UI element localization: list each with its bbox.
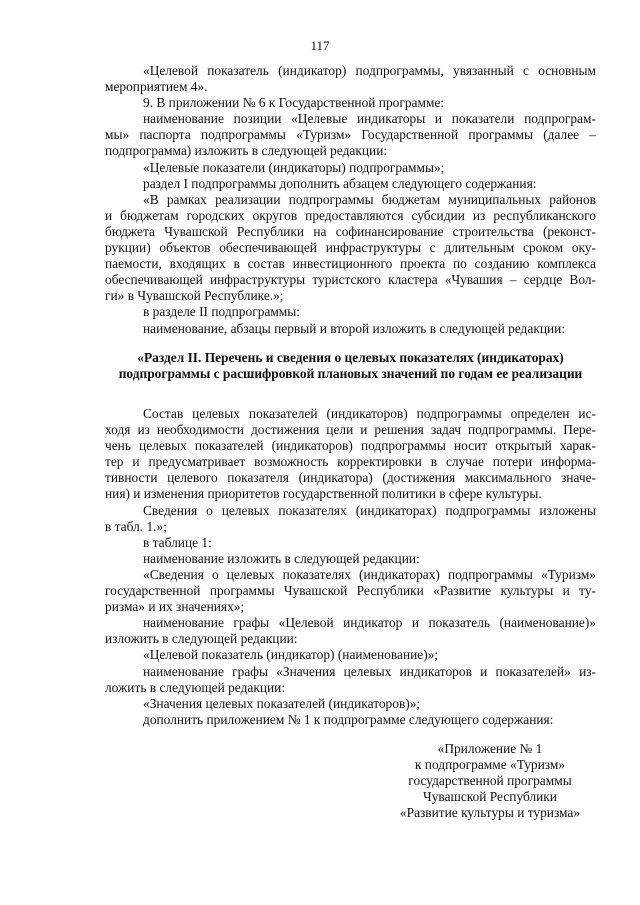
text-line: рукции) объектов обеспечивающей инфраструктуры с длительным сроком оку- bbox=[105, 240, 596, 256]
appendix-line: государственной программы bbox=[408, 773, 572, 789]
text-line: обеспечивающей инфраструктуры туристского кластера «Чувашия – сердце Вол- bbox=[105, 272, 596, 288]
text-line: дополнить приложением № 1 к подпрограмме следующего содержания: bbox=[143, 711, 554, 727]
text-line: чень целевых показателей (индикаторов) подпрограммы носит открытый харак- bbox=[105, 438, 596, 454]
amendment-text-block-2 bbox=[105, 406, 596, 728]
text-line: Сведения о целевых показателях (индикаторах) подпрограммы изложены bbox=[143, 502, 596, 518]
amendment-text-block-1 bbox=[105, 63, 596, 337]
text-line: ложить в следующей редакции: bbox=[105, 679, 286, 695]
section-heading bbox=[105, 350, 596, 382]
text-line: в табл. 1.»; bbox=[105, 518, 167, 534]
appendix-line: «Приложение № 1 bbox=[437, 741, 543, 756]
page-number: 117 bbox=[310, 38, 330, 53]
text-line: паемости, входящих в состав инвестиционного проекта по созданию комплекса bbox=[105, 256, 596, 272]
appendix-line: «Развитие культуры и туризма» bbox=[399, 805, 581, 821]
text-line: «Целевой показатель (индикатор) подпрограммы, увязанный с основным bbox=[143, 63, 596, 78]
text-line: «В рамках реализации подпрограммы бюджетам муниципальных районов bbox=[143, 191, 596, 207]
text-line: наименование, абзацы первый и второй изложить в следующей редакции: bbox=[143, 320, 566, 336]
text-line: ризма» и их значениях»; bbox=[105, 599, 245, 615]
text-line: раздел I подпрограммы дополнить абзацем следующего содержания: bbox=[143, 175, 537, 191]
text-line: ния) и изменения приоритетов государственной политики в сфере культуры. bbox=[105, 486, 542, 502]
text-line: тер и предусматривает возможность корректировки в случае потери информа- bbox=[105, 454, 596, 470]
heading-line: «Раздел II. Перечень и сведения о целевых показателях (индикаторах) bbox=[137, 350, 564, 365]
text-line: «Целевой показатель (индикатор) (наименование)»; bbox=[143, 647, 439, 663]
text-line: ходя из необходимости достижения цели и решения задач подпрограммы. Пере- bbox=[105, 422, 596, 438]
text-line: в разделе II подпрограммы: bbox=[143, 304, 300, 320]
heading-line: подпрограммы с расшифровкой плановых значений по годам ее реализации bbox=[118, 366, 583, 382]
text-line: «Значения целевых показателей (индикаторов)»; bbox=[143, 695, 421, 711]
text-line: тивности целевого показателя (индикатора) (достижения максимального значе- bbox=[105, 470, 596, 486]
text-line: в таблице 1: bbox=[143, 534, 212, 550]
appendix-line: Чувашской Республики bbox=[423, 789, 557, 805]
text-line: и бюджетам городских округов предоставляются субсидии из республиканского bbox=[105, 207, 596, 223]
text-line: наименование графы «Целевой индикатор и показатель (наименование)» bbox=[143, 615, 596, 631]
text-line: изложить в следующей редакции: bbox=[105, 631, 298, 647]
text-line: наименование позиции «Целевые индикаторы и показатели подпрограм- bbox=[143, 111, 596, 127]
text-line: подпрограмма) изложить в следующей редакции: bbox=[105, 143, 388, 159]
text-line: «Сведения о целевых показателях (индикаторах) подпрограммы «Туризм» bbox=[143, 566, 596, 582]
text-line: Состав целевых показателей (индикаторов) подпрограммы определен ис- bbox=[143, 406, 596, 421]
appendix-line: к подпрограмме «Туризм» bbox=[414, 757, 566, 773]
text-line: бюджета Чувашской Республики на софинансирование строительства (реконст- bbox=[105, 223, 596, 239]
text-line: государственной программы Чувашской Республики «Развитие культуры и ту- bbox=[105, 583, 596, 599]
text-line: мероприятием 4». bbox=[105, 79, 208, 95]
text-line: наименование изложить в следующей редакции: bbox=[143, 550, 420, 566]
text-line: «Целевые показатели (индикаторы) подпрограммы»; bbox=[143, 159, 445, 175]
text-line: 9. В приложении № 6 к Государственной программе: bbox=[143, 95, 445, 111]
text-line: наименование графы «Значения целевых индикаторов и показателей» из- bbox=[143, 663, 596, 679]
text-line: ги» в Чувашской Республике.»; bbox=[105, 288, 284, 304]
appendix-header bbox=[392, 741, 588, 821]
text-line: мы» паспорта подпрограммы «Туризм» Государственной программы (далее – bbox=[105, 127, 596, 143]
